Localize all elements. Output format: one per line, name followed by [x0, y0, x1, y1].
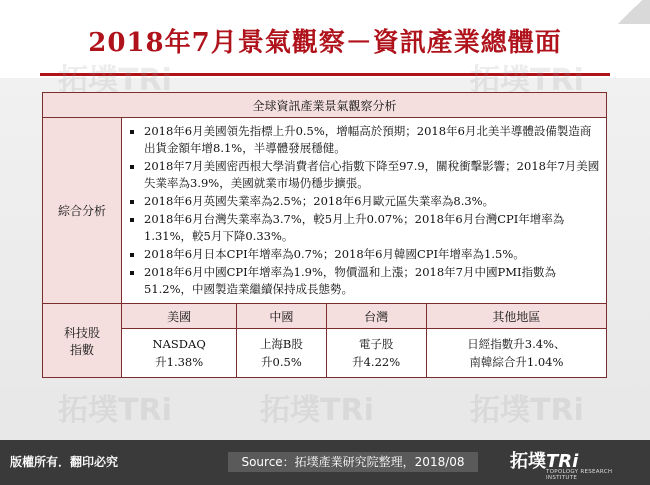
overall-analysis-cell	[122, 118, 607, 304]
logo-mark: TRi	[546, 451, 579, 472]
region-value-taiwan	[326, 329, 426, 378]
tech-index-label	[43, 304, 122, 378]
watermark: 拓墣TRi	[58, 393, 172, 428]
analysis-bullet: ▪ 2018年6月日本CPI年增率為0.7%；2018年6月韓國CPI年增率為1.5%。	[144, 246, 600, 263]
watermark: 拓墣TRi	[260, 393, 374, 428]
index-change: 升0.5%	[261, 355, 302, 369]
tri-logo	[510, 447, 640, 479]
analysis-bullet: ▪ 2018年6月美國領先指標上升0.5%，增幅高於預期；2018年6月北美半導體設備製造商出貨金額年增8.1%，半導體發展穩健。	[144, 123, 600, 157]
index-change: 升4.22%	[352, 355, 401, 369]
analysis-bullet: ▪ 2018年6月英國失業率為2.5%；2018年6月歐元區失業率為8.3%。	[144, 193, 600, 210]
title-divider	[40, 73, 610, 76]
copyright-notice: 版權所有．翻印必究	[10, 455, 119, 469]
analysis-table	[42, 92, 607, 378]
region-value-other	[426, 329, 606, 378]
source-caption: Source：拓墣產業研究院整理，2018/08	[228, 452, 478, 472]
region-header-china: 中國	[237, 304, 326, 329]
watermark: 拓墣TRi	[470, 393, 584, 428]
watermark: 拓墣TRi	[58, 63, 172, 98]
region-header-other: 其他地區	[426, 304, 606, 329]
analysis-bullet: ▪ 2018年7月美國密西根大學消費者信心指數下降至97.9，關稅衝擊影響；2018年7月美國失業率為3.9%，美國就業市場仍穩步擴張。	[144, 158, 600, 192]
overall-analysis-label: 綜合分析	[43, 118, 122, 304]
corner-decoration	[610, 0, 650, 24]
index-name: NASDAQ	[152, 337, 206, 351]
region-header-taiwan: 台灣	[326, 304, 426, 329]
tech-index-label-line2: 指數	[69, 342, 94, 357]
analysis-bullet-list	[130, 123, 600, 298]
index-change: 升1.38%	[155, 355, 204, 369]
page-title: 2018年7月景氣觀察－資訊產業總體面	[88, 28, 562, 58]
analysis-bullet: ▪ 2018年6月中國CPI年增率為1.9%，物價溫和上漲；2018年7月中國PMI指數為51.2%，中國製造業繼續保持成長態勢。	[144, 264, 600, 298]
region-header-us: 美國	[122, 304, 237, 329]
tech-index-label-line1: 科技股	[63, 325, 100, 340]
table-header: 全球資訊產業景氣觀察分析	[43, 93, 607, 118]
region-value-china	[237, 329, 326, 378]
title-bar	[0, 0, 650, 78]
index-name: 電子股	[358, 337, 394, 351]
logo-subtitle: TOPOLOGY RESEARCH INSTITUTE	[546, 469, 613, 481]
region-value-us	[122, 329, 237, 378]
watermark: 拓墣TRi	[470, 63, 584, 98]
logo-cn: 拓墣	[510, 451, 546, 472]
index-name: 日經指數升3.4%、	[467, 337, 566, 351]
index-name: 上海B股	[259, 337, 303, 351]
index-change: 南韓綜合升1.04%	[469, 355, 564, 369]
analysis-bullet: ▪ 2018年6月台灣失業率為3.7%，較5月上升0.07%；2018年6月台灣CPI年增率為1.31%，較5月下降0.33%。	[144, 211, 600, 245]
